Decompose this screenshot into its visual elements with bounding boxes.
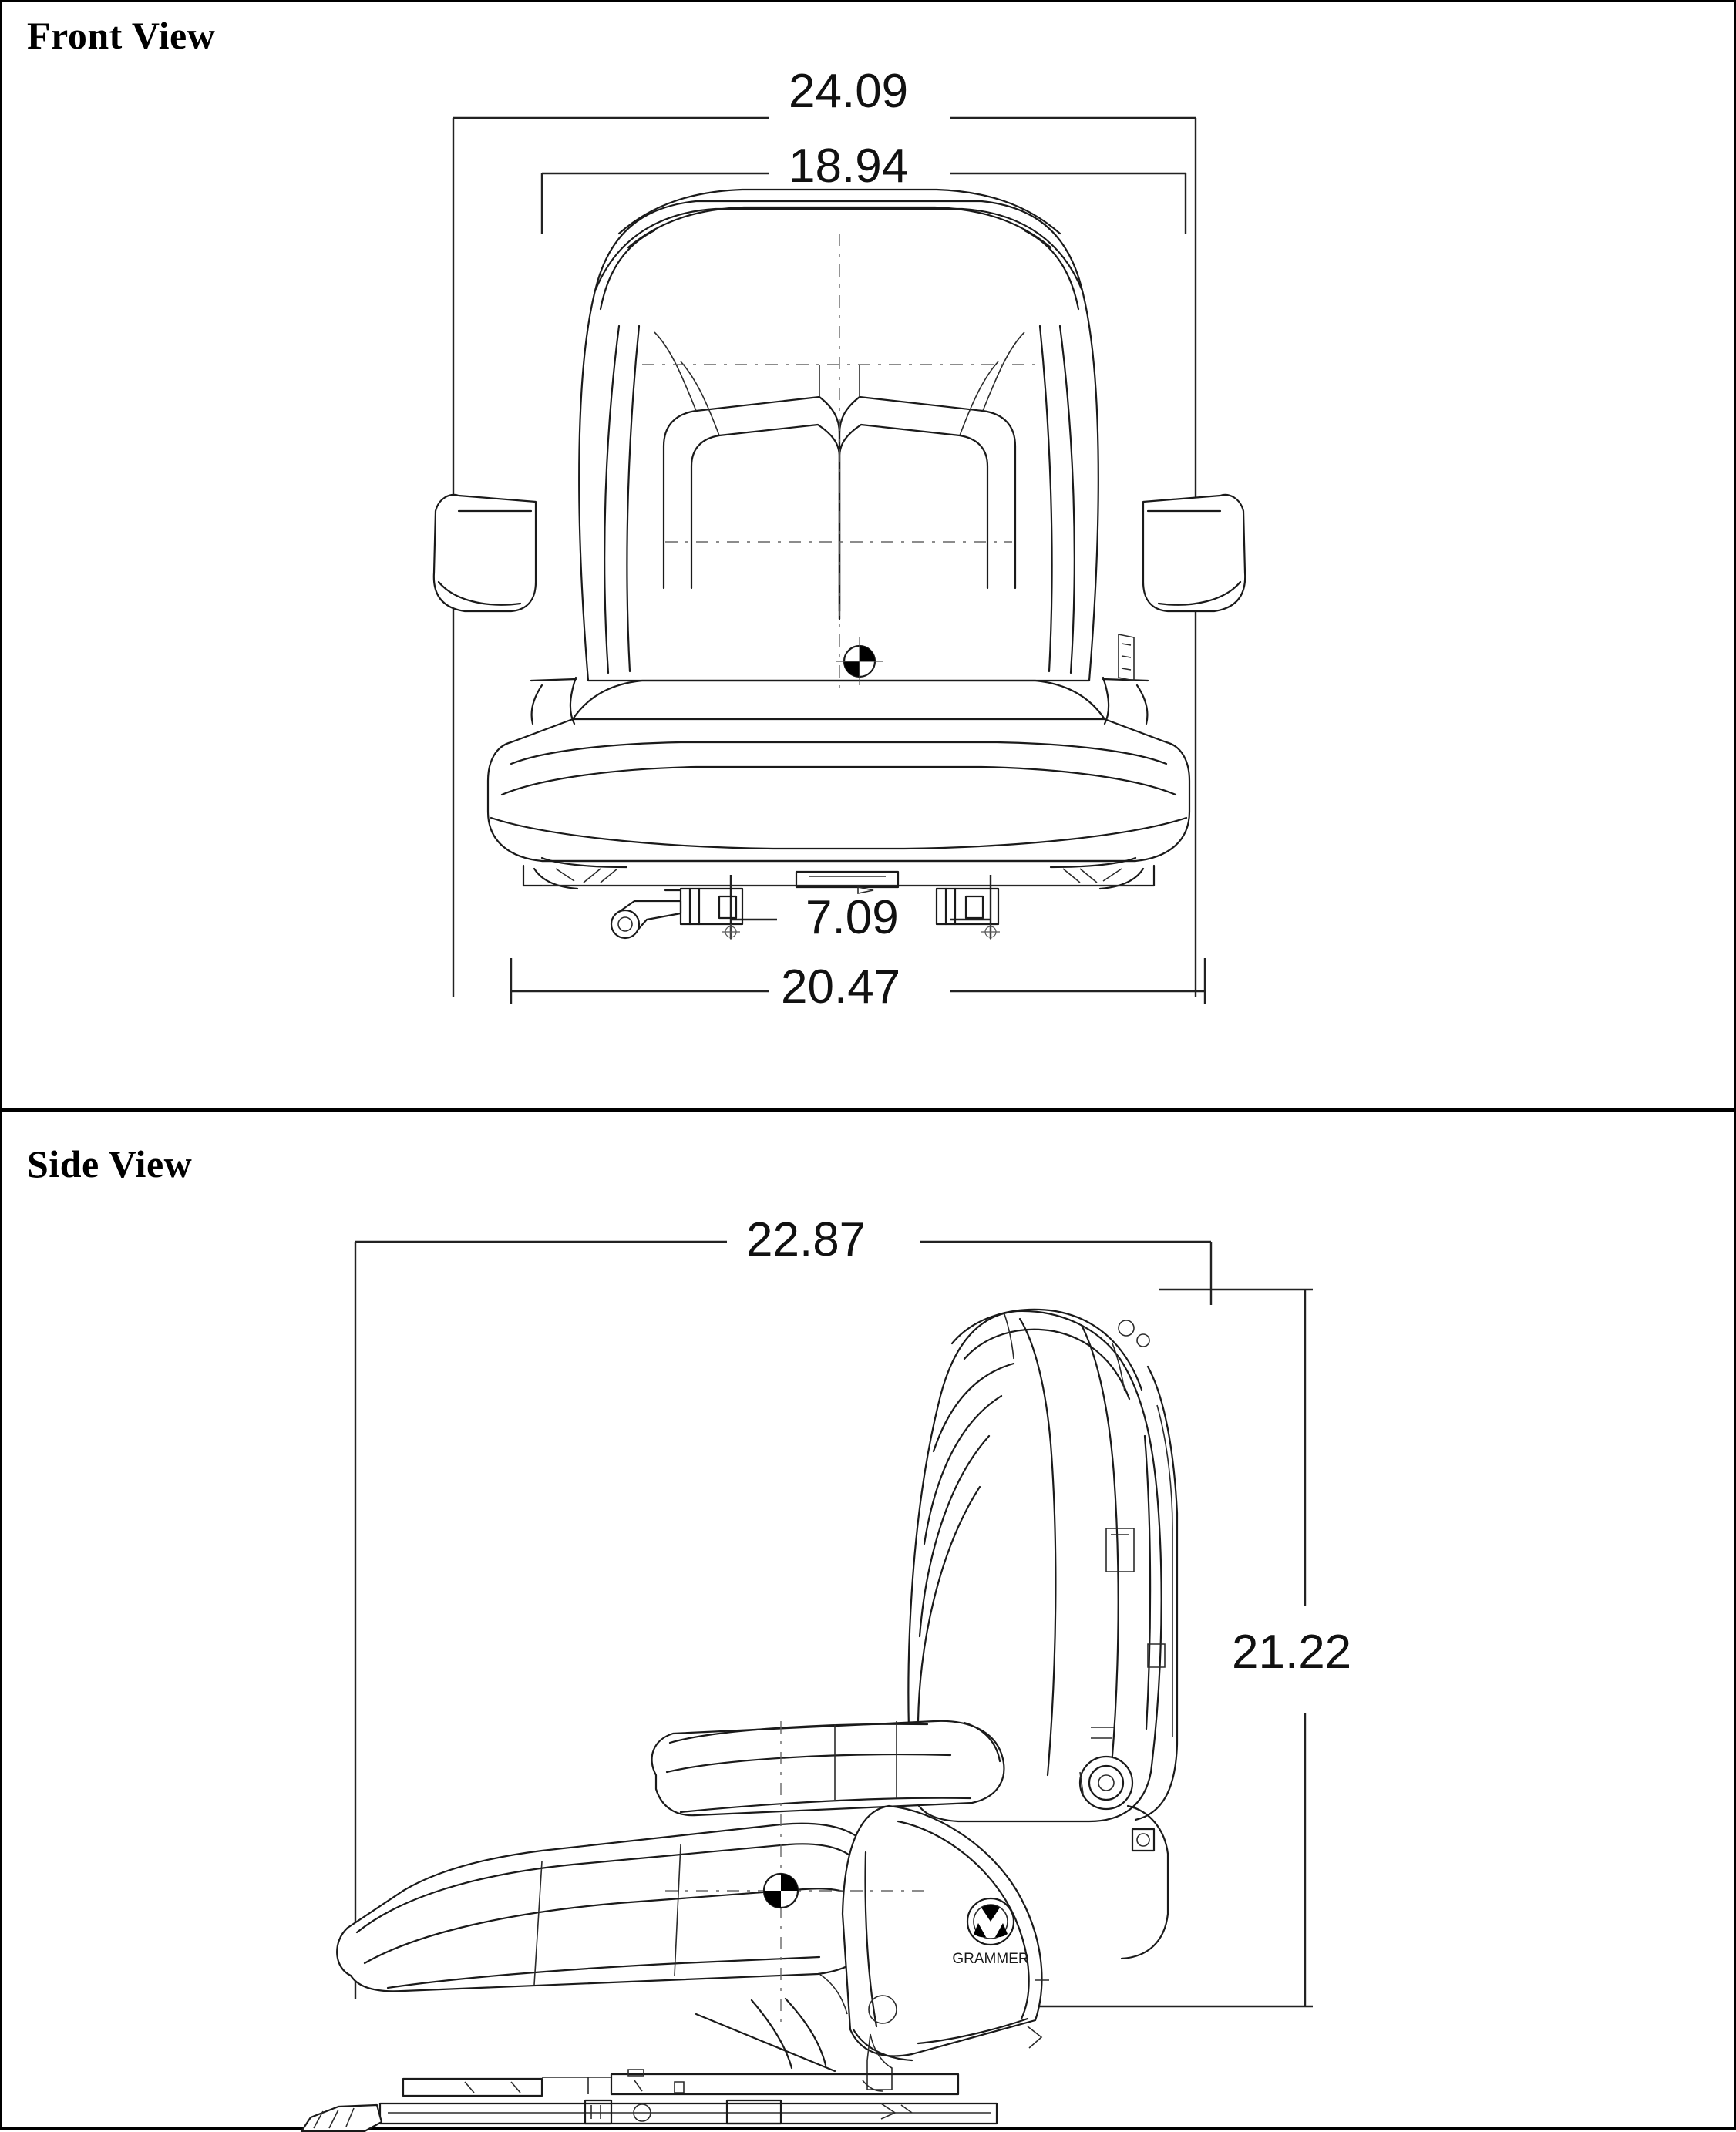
dim-side-overall-height: 21.22 — [1232, 1626, 1352, 1679]
dim-front-rail-hole-spacing: 7.09 — [806, 891, 899, 944]
front-view-drawing — [2, 2, 1736, 1112]
dim-front-overall-width: 24.09 — [789, 65, 909, 118]
front-base-rails — [523, 858, 1154, 940]
side-armrest — [652, 1721, 1004, 1815]
side-center-of-gravity-mark — [764, 1874, 798, 1908]
front-seat-cushion — [488, 681, 1189, 861]
grammer-logo-text: GRAMMER — [952, 1951, 1029, 1967]
dim-front-base-width: 20.47 — [781, 960, 901, 1014]
dim-side-overall-depth: 22.87 — [746, 1213, 866, 1266]
side-seat-cushion — [337, 1824, 920, 1992]
front-view-title: Front View — [27, 14, 216, 57]
side-view-drawing — [2, 1112, 1736, 2132]
front-seat-back — [579, 190, 1098, 696]
side-seat-shell — [843, 1806, 1049, 2090]
dim-front-cushion-width: 18.94 — [789, 140, 909, 193]
side-view-title: Side View — [27, 1142, 193, 1185]
